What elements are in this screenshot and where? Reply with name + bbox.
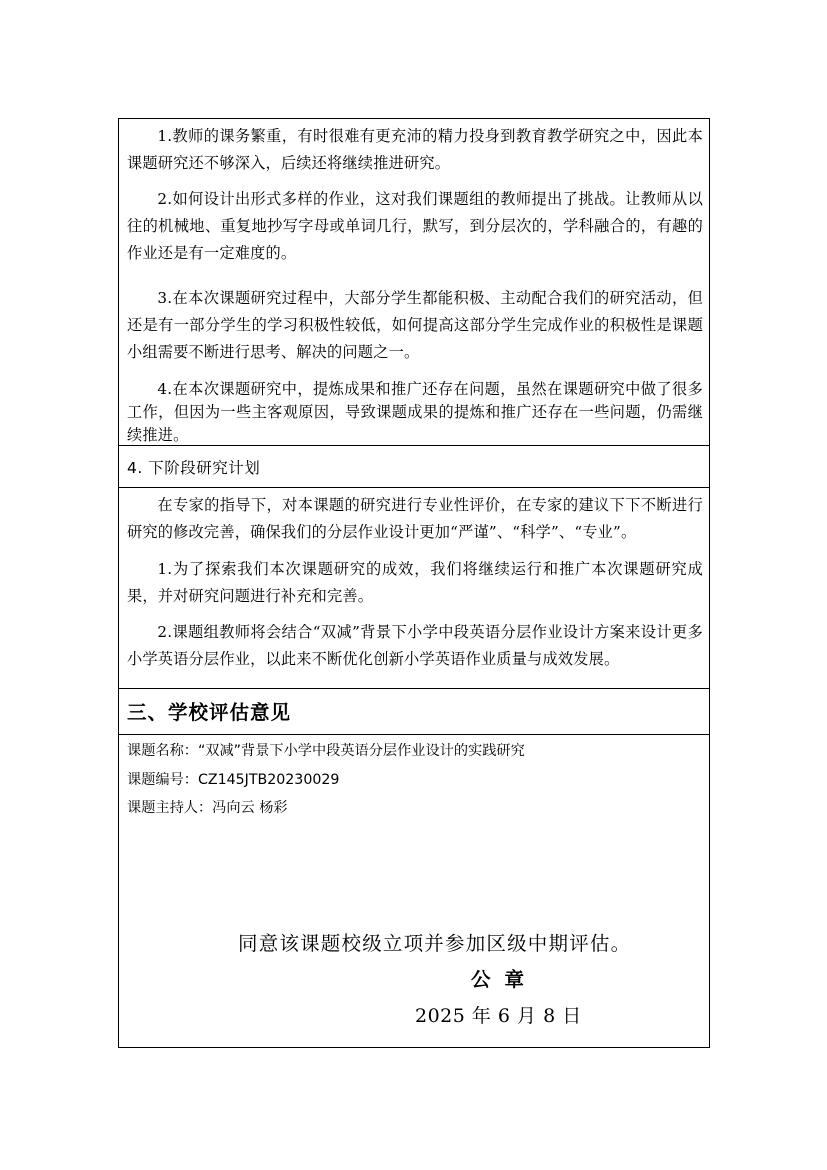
plan-section <box>119 488 709 689</box>
problem-paragraph-4: 4.在本次课题研究中，提炼成果和推广还存在问题，虽然在课题研究中做了很多工作，但因为一些主客观原因，导致课题成果的提炼和推广还存在一些问题，仍需继续推进。 <box>127 380 703 444</box>
official-seal-label: 公章 <box>471 968 539 991</box>
school-evaluation-heading: 三、学校评估意见 <box>127 701 292 724</box>
problems-section <box>119 119 709 446</box>
approval-date: 2025 年 6 月 8 日 <box>415 1005 582 1027</box>
problem-paragraph-2: 2.如何设计出形式多样的作业，这对我们课题组的教师提出了挑战。让教师从以往的机械地、重复地抄写字母或单词几行，默写，到分层次的，学科融合的，有趣的作业还是有一定难度的。 <box>127 190 703 262</box>
school-heading-row <box>119 689 709 735</box>
approval-statement: 同意该课题校级立项并参加区级中期评估。 <box>238 932 632 955</box>
plan-paragraph-1: 1.为了探索我们本次课题研究的成效，我们将继续运行和推广本次课题研究成果，并对研究问题进行补充和完善。 <box>127 560 703 605</box>
plan-heading-row <box>119 446 709 488</box>
school-evaluation-section <box>119 735 709 1047</box>
problem-paragraph-1: 1.教师的课务繁重，有时很难有更充沛的精力投身到教育教学研究之中，因此本课题研究还不够深入，后续还将继续推进研究。 <box>127 127 703 172</box>
project-host-line: 课题主持人：冯向云 杨彩 <box>127 800 288 816</box>
plan-paragraph-2: 2.课题组教师将会结合“双减”背景下小学中段英语分层作业设计方案来设计更多小学英语分层作业，以此来不断优化创新小学英语作业质量与成效发展。 <box>127 623 703 668</box>
problem-paragraph-3: 3.在本次课题研究过程中，大部分学生都能积极、主动配合我们的研究活动，但还是有一部分学生的学习积极性较低，如何提高这部分学生完成作业的积极性是课题小组需要不断进行思考、解决的问题之一。 <box>127 289 703 361</box>
project-title-line: 课题名称：“双减”背景下小学中段英语分层作业设计的实践研究 <box>127 743 525 759</box>
plan-heading: 4. 下阶段研究计划 <box>127 459 261 477</box>
plan-paragraph-intro: 在专家的指导下，对本课题的研究进行专业性评价，在专家的建议下下不断进行研究的修改完善，确保我们的分层作业设计更加“严谨”、“科学”、“专业”。 <box>127 496 703 541</box>
evaluation-table <box>118 118 710 1048</box>
project-code-line: 课题编号：CZ145JTB20230029 <box>127 772 340 788</box>
